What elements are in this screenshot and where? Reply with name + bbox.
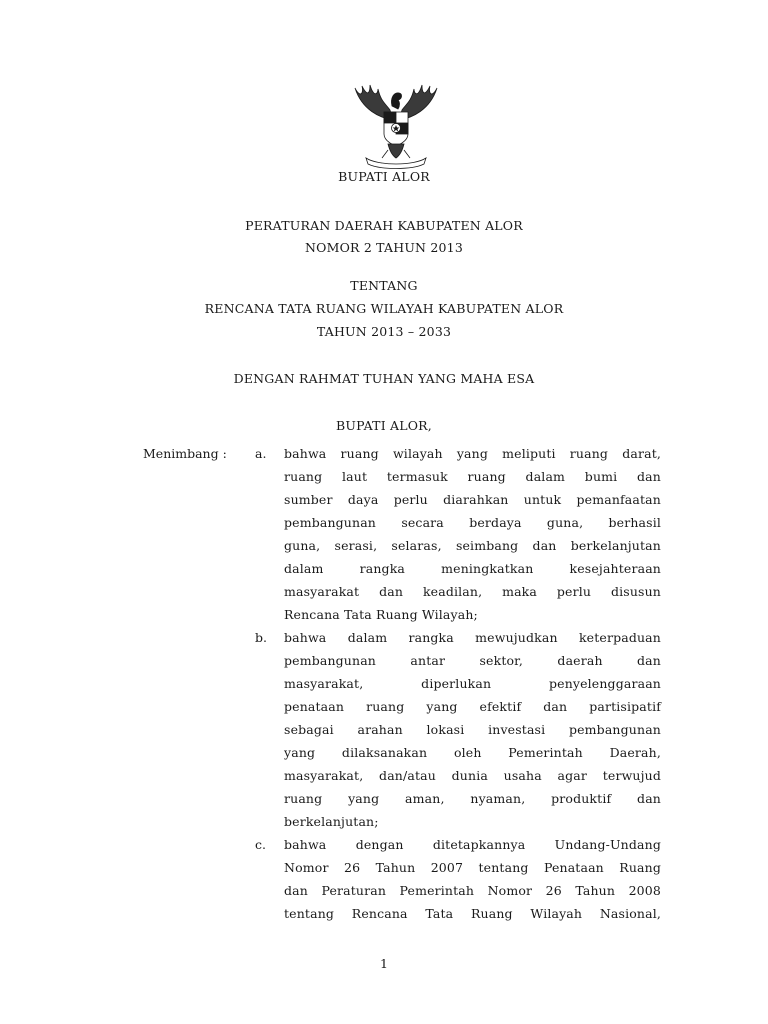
regulation-number: NOMOR 2 TAHUN 2013 [305,240,463,255]
text-line: bahwa ruang wilayah yang meliputi ruang darat, [284,446,661,461]
text-line: sebagai arahan lokasi investasi pembangunan [284,722,661,737]
text-line: ruang yang aman, nyaman, produktif dan [284,791,661,806]
menimbang-label: Menimbang : [143,446,227,461]
item-letter: c. [255,837,266,852]
text-line: berkelanjutan; [284,814,379,829]
issuer-heading: BUPATI ALOR [338,169,430,184]
text-line: dalam rangka meningkatkan kesejahteraan [284,561,661,576]
text-line: bahwa dalam rangka mewujudkan keterpaduan [284,630,661,645]
text-line: ruang laut termasuk ruang dalam bumi dan [284,469,661,484]
subject-period: TAHUN 2013 – 2033 [316,324,452,339]
text-line: tentang Rencana Tata Ruang Wilayah Nasional, [284,906,661,921]
text-line: yang dilaksanakan oleh Pemerintah Daerah, [284,745,661,760]
text-line: pembangunan antar sektor, daerah dan [284,653,661,668]
item-letter: b. [255,630,267,645]
garuda-pancasila-emblem-icon [348,80,444,170]
text-line: dan Peraturan Pemerintah Nomor 26 Tahun 2008 [284,883,661,898]
regulation-title: PERATURAN DAERAH KABUPATEN ALOR [245,218,523,233]
text-line: masyarakat, diperlukan penyelenggaraan [284,676,661,691]
preamble: DENGAN RAHMAT TUHAN YANG MAHA ESA [233,371,535,386]
text-line: penataan ruang yang efektif dan partisipatif [284,699,661,714]
text-line: bahwa dengan ditetapkannya Undang-Undang [284,837,661,852]
text-line: guna, serasi, selaras, seimbang dan berkelanjutan [284,538,661,553]
text-line: sumber daya perlu diarahkan untuk pemanfaatan [284,492,661,507]
issuer-signatory: BUPATI ALOR, [336,418,432,433]
text-line: Nomor 26 Tahun 2007 tentang Penataan Ruang [284,860,661,875]
text-line: pembangunan secara berdaya guna, berhasil [284,515,661,530]
text-line: Rencana Tata Ruang Wilayah; [284,607,478,622]
text-line: masyarakat, dan/atau dunia usaha agar terwujud [284,768,661,783]
page-number: 1 [380,956,388,971]
about-label: TENTANG [350,278,418,293]
text-line: masyarakat dan keadilan, maka perlu disusun [284,584,661,599]
item-letter: a. [255,446,267,461]
regulation-subject: RENCANA TATA RUANG WILAYAH KABUPATEN ALOR [204,301,564,316]
